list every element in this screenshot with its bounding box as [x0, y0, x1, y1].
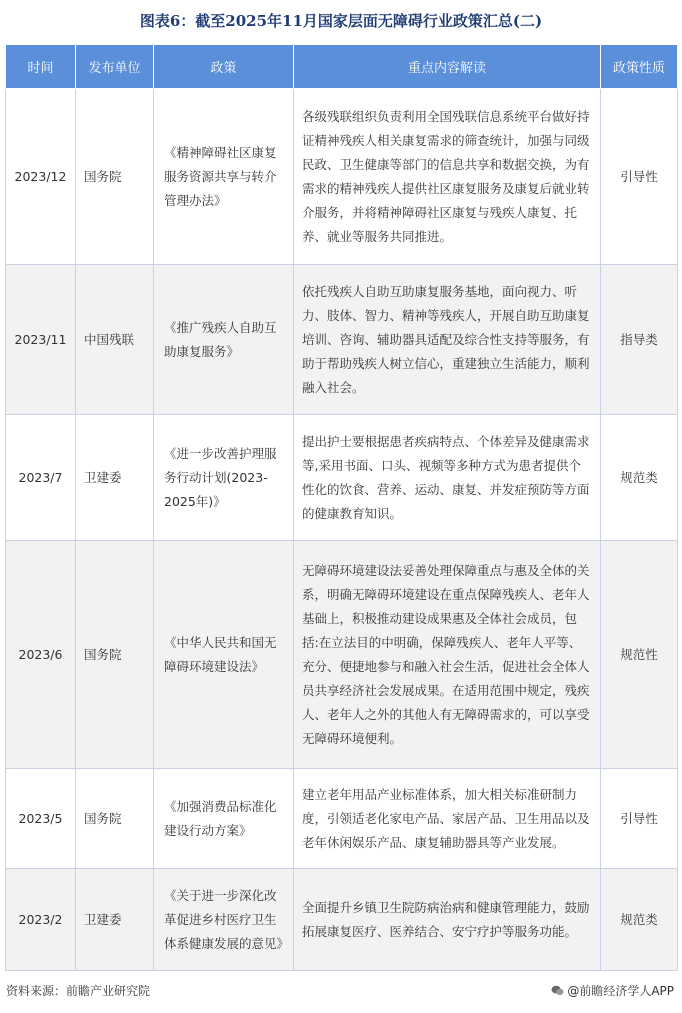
cell-content: 各级残联组织负责利用全国残联信息系统平台做好持证精神残疾人相关康复需求的筛查统计，加强与同级民政、卫生健康等部门的信息共享和数据交换，为有需求的精神残疾人提供社区康复服务及康复后就业转介服务，并将精神障碍社区康复与残疾人康复、托养、就业等服务共同推进。 [294, 89, 601, 265]
header-time: 时间 [6, 45, 76, 89]
cell-content: 提出护士要根据患者疾病特点、个体差异及健康需求等,采用书面、口头、视频等多种方式为患者提供个性化的饮食、营养、运动、康复、并发症预防等方面的健康教育知识。 [294, 415, 601, 541]
cell-content: 全面提升乡镇卫生院防病治病和健康管理能力，鼓励拓展康复医疗、医养结合、安宁疗护等服务功能。 [294, 869, 601, 971]
cell-content: 建立老年用品产业标准体系，加大相关标准研制力度，引领适老化家电产品、家居产品、卫生用品以及老年休闲娱乐产品、康复辅助器具等产业发展。 [294, 769, 601, 869]
header-content: 重点内容解读 [294, 45, 601, 89]
table-row [6, 769, 678, 869]
cell-publisher: 卫建委 [76, 869, 154, 971]
cell-policy: 《推广残疾人自助互助康复服务》 [154, 265, 294, 415]
cell-policy: 《中华人民共和国无障碍环境建设法》 [154, 541, 294, 769]
table-row [6, 265, 678, 415]
header-policy: 政策 [154, 45, 294, 89]
cell-content: 无障碍环境建设法妥善处理保障重点与惠及全体的关系，明确无障碍环境建设在重点保障残疾人、老年人基础上，积极推动建设成果惠及全体社会成员，包括:在立法目的中明确，保障残疾人、老年人平等、充分、便捷地参与和融入社会生活，促进社会全体人员共享经济社会发展成果。在适用范围中规定，残疾人、老年人之外的其他人有无障碍需求的，可以享受无障碍环境便利。 [294, 541, 601, 769]
cell-policy: 《进一步改善护理服务行动计划(2023-2025年)》 [154, 415, 294, 541]
cell-policy: 《加强消费品标准化建设行动方案》 [154, 769, 294, 869]
table-header-row [6, 45, 678, 89]
cell-time: 2023/12 [6, 89, 76, 265]
cell-policy: 《关于进一步深化改革促进乡村医疗卫生体系健康发展的意见》 [154, 869, 294, 971]
cell-nature: 规范性 [601, 541, 678, 769]
cell-time: 2023/5 [6, 769, 76, 869]
cell-publisher: 国务院 [76, 89, 154, 265]
cell-nature: 引导性 [601, 769, 678, 869]
table-row [6, 869, 678, 971]
cell-nature: 规范类 [601, 869, 678, 971]
cell-time: 2023/11 [6, 265, 76, 415]
cell-time: 2023/6 [6, 541, 76, 769]
credit-note [551, 982, 674, 999]
table-row [6, 541, 678, 769]
cell-nature: 引导性 [601, 89, 678, 265]
page-title: 图表6：截至2025年11月国家层面无障碍行业政策汇总(二) [139, 12, 543, 30]
table-row [6, 415, 678, 541]
header-publisher: 发布单位 [76, 45, 154, 89]
cell-policy: 《精神障碍社区康复服务资源共享与转介管理办法》 [154, 89, 294, 265]
source-note: 资料来源：前瞻产业研究院 [6, 984, 151, 998]
wechat-icon [551, 985, 564, 996]
cell-content: 依托残疾人自助互助康复服务基地，面向视力、听力、肢体、智力、精神等残疾人，开展自助互助康复培训、咨询、辅助器具适配及综合性支持等服务，有助于帮助残疾人树立信心，重建独立生活能力，顺利融入社会。 [294, 265, 601, 415]
cell-nature: 规范类 [601, 415, 678, 541]
credit-text: @前瞻经济学人APP [567, 984, 674, 998]
cell-time: 2023/2 [6, 869, 76, 971]
cell-time: 2023/7 [6, 415, 76, 541]
policy-table [5, 44, 678, 971]
header-nature: 政策性质 [601, 45, 678, 89]
cell-publisher: 国务院 [76, 541, 154, 769]
table-row [6, 89, 678, 265]
cell-publisher: 卫建委 [76, 415, 154, 541]
cell-publisher: 国务院 [76, 769, 154, 869]
cell-publisher: 中国残联 [76, 265, 154, 415]
cell-nature: 指导类 [601, 265, 678, 415]
